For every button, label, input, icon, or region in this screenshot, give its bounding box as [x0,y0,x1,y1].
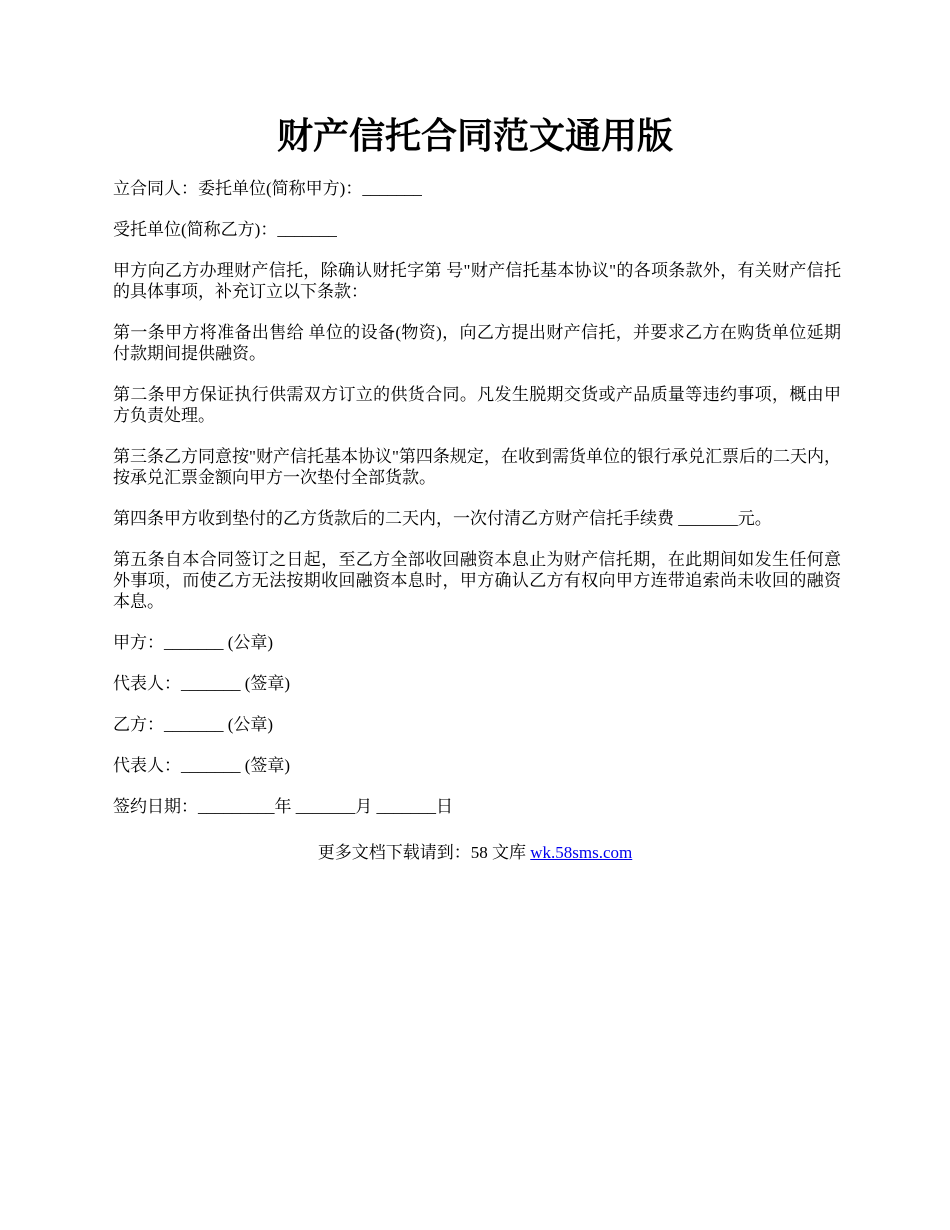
footer-website-link[interactable]: wk.58sms.com [530,843,633,862]
signing-date-line: 签约日期：_________年 _______月 _______日 [113,797,453,816]
clause-2: 第二条甲方保证执行供需双方订立的供货合同。凡发生脱期交货或产品质量等违约事项，概由甲方负责处理。 [113,385,841,425]
clause-3: 第三条乙方同意按"财产信托基本协议"第四条规定，在收到需货单位的银行承兑汇票后的二天内，按承兑汇票金额向甲方一次垫付全部货款。 [113,447,841,487]
download-footer [0,842,950,864]
clause-1: 第一条甲方将准备出售给 单位的设备(物资)，向乙方提出财产信托，并要求乙方在购货单位延期付款期间提供融资。 [113,323,841,363]
party-a-seal-line: 甲方：_______ (公章) [113,633,274,652]
party-a-line: 立合同人：委托单位(简称甲方)：_______ [113,179,422,198]
party-b-line: 受托单位(简称乙方)：_______ [113,220,337,239]
document-title: 财产信托合同范文通用版 [276,116,673,156]
document-body [113,178,841,837]
footer-prefix-text: 更多文档下载请到：58 文库 [317,843,531,862]
representative-a-line: 代表人：_______ (签章) [113,674,291,693]
party-b-seal-line: 乙方：_______ (公章) [113,715,274,734]
preamble-paragraph: 甲方向乙方办理财产信托，除确认财托字第 号"财产信托基本协议"的各项条款外，有关财产信托的具体事项，补充订立以下条款： [113,261,841,301]
clause-4: 第四条甲方收到垫付的乙方货款后的二天内，一次付清乙方财产信托手续费 _______元。 [113,509,772,528]
representative-b-line: 代表人：_______ (签章) [113,756,291,775]
clause-5: 第五条自本合同签订之日起，至乙方全部收回融资本息止为财产信托期，在此期间如发生任何意外事项，而使乙方无法按期收回融资本息时，甲方确认乙方有权向甲方连带追索尚未收回的融资本息。 [113,550,841,611]
